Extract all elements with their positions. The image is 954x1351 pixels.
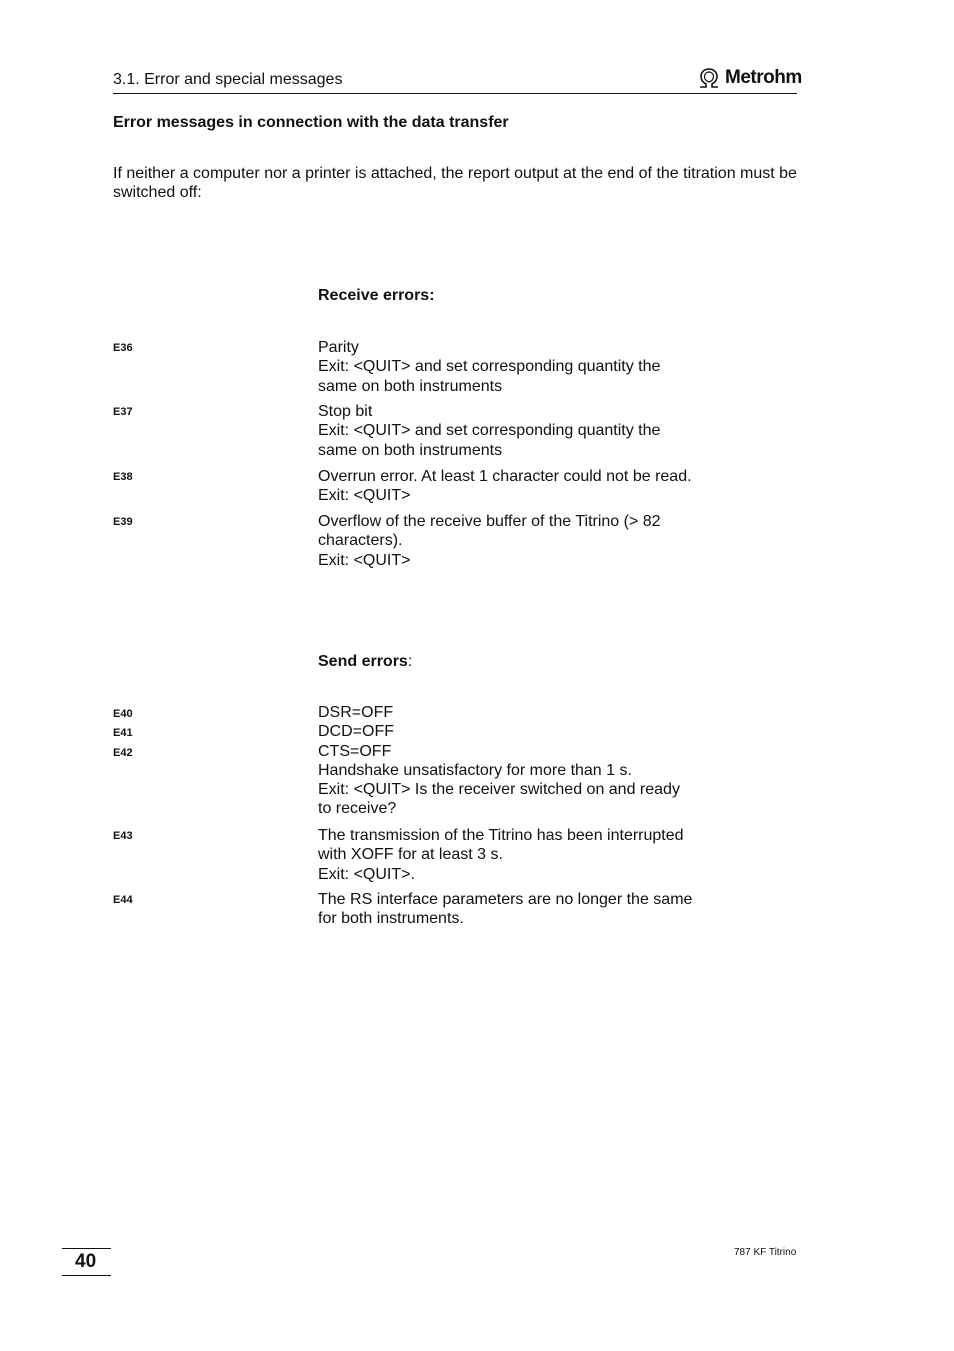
error-description [318, 703, 738, 819]
desc-line: Exit: <QUIT> and set corresponding quantity the [318, 358, 661, 376]
send-errors-heading-colon: : [407, 653, 413, 670]
desc-line: Overflow of the receive buffer of the Titrino (> 82 [318, 513, 661, 530]
omega-icon [697, 67, 721, 89]
error-code: E36 [113, 342, 133, 354]
error-description [318, 467, 738, 506]
error-code: E40 [113, 708, 133, 720]
desc-line: Exit: <QUIT> [318, 551, 411, 569]
brand-logo [697, 66, 802, 90]
desc-line: to receive? [318, 800, 397, 818]
desc-line: Parity [318, 339, 359, 356]
desc-line: Exit: <QUIT> and set corresponding quantity the [318, 422, 661, 440]
error-code: E43 [113, 830, 133, 842]
desc-line: DCD=OFF [318, 723, 394, 741]
send-errors-heading [318, 653, 412, 671]
header-divider [113, 93, 797, 94]
error-code: E44 [113, 894, 133, 906]
error-code: E39 [113, 516, 133, 528]
intro-paragraph: If neither a computer nor a printer is attached, the report output at the end of the titration must be switched off: [113, 165, 797, 201]
desc-line: Exit: <QUIT> Is the receiver switched on and ready [318, 781, 680, 799]
desc-line: Handshake unsatisfactory for more than 1 s. [318, 761, 632, 779]
desc-line: Exit: <QUIT> [318, 487, 411, 505]
send-errors-heading-text: Send errors [318, 653, 408, 670]
desc-line: CTS=OFF [318, 742, 392, 760]
receive-errors-heading: Receive errors: [318, 287, 435, 304]
error-code: E38 [113, 471, 133, 483]
desc-line: Overrun error. At least 1 character could not be read. [318, 468, 692, 485]
desc-line: The RS interface parameters are no longer the same [318, 891, 693, 908]
desc-line: same on both instruments [318, 441, 503, 459]
footer-divider-top [62, 1248, 111, 1249]
error-description [318, 826, 738, 884]
desc-line: characters). [318, 532, 403, 550]
error-code: E42 [113, 747, 133, 759]
error-description [318, 512, 738, 570]
error-code: E41 [113, 727, 133, 739]
desc-line: same on both instruments [318, 377, 503, 395]
brand-name: Metrohm [725, 67, 802, 88]
desc-line: for both instruments. [318, 910, 464, 928]
error-description [318, 338, 738, 396]
section-title: Error messages in connection with the data transfer [113, 114, 509, 131]
desc-line: Stop bit [318, 403, 373, 420]
desc-line: The transmission of the Titrino has been interrupted [318, 827, 684, 844]
error-description [318, 402, 738, 460]
page-number: 40 [75, 1251, 97, 1272]
desc-line: DSR=OFF [318, 704, 394, 721]
desc-line: with XOFF for at least 3 s. [318, 846, 503, 864]
header-section-title: 3.1. Error and special messages [113, 71, 343, 88]
error-code: E37 [113, 406, 133, 418]
error-description [318, 890, 738, 929]
footer-divider-bottom [62, 1275, 111, 1276]
footer-document-name: 787 KF Titrino [734, 1247, 797, 1258]
desc-line: Exit: <QUIT>. [318, 865, 415, 883]
